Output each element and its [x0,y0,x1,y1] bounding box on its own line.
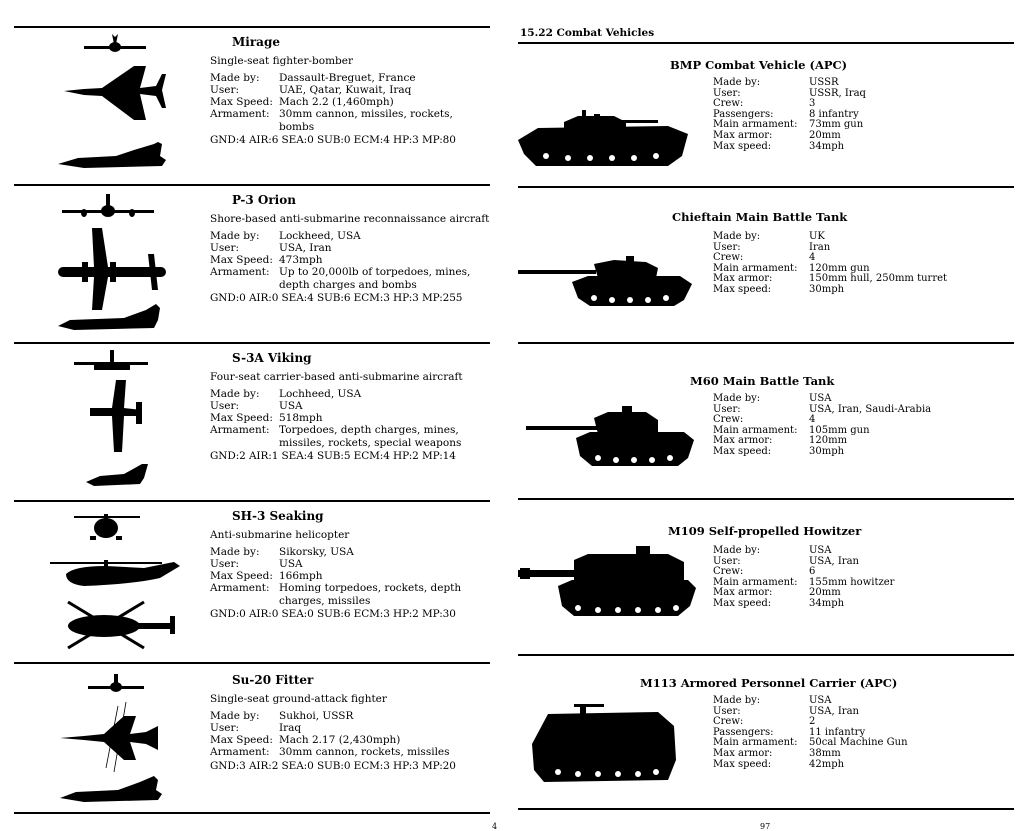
page-number-right: 97 [760,822,771,831]
label-made-by: Made by: [210,229,260,242]
max-speed-value: 34mph [809,597,845,609]
section-title: 15.22 Combat Vehicles [520,27,655,39]
label-main-armament: Main armament: [713,262,798,274]
vehicle-entry-m60 [518,372,1014,498]
armament-line-2: charges, missiles [279,594,371,607]
vehicle-specs [713,78,866,152]
max-armor-value: 20mm [809,587,841,599]
label-max-speed: Max speed: [713,283,772,295]
aircraft-description: Anti-submarine helicopter [210,529,350,542]
label-main-armament: Main armament: [713,424,798,436]
label-max-armor: Max armor: [713,129,773,141]
max-speed-value: 30mph [809,283,845,295]
label-armament: Armament: [210,266,270,279]
label-max-speed: Max Speed: [210,254,273,267]
max-speed-value: 473mph [279,254,323,267]
armament-value [279,424,495,449]
armament-value [279,266,495,291]
aircraft-stats: GND:3 AIR:2 SEA:0 SUB:0 ECM:3 HP:3 MP:20 [210,759,456,772]
armament-line-1: 30mm cannon, missiles, rockets, [279,108,453,121]
p3-orion-silhouette-icon [54,192,194,337]
divider-rule [518,186,1014,188]
vehicle-specs [713,232,947,296]
aircraft-stats: GND:2 AIR:1 SEA:4 SUB:5 ECM:4 HP:2 MP:14 [210,450,456,463]
max-speed-value: 30mph [809,445,845,457]
label-made-by: Made by: [713,231,761,242]
label-crew: Crew: [713,252,744,264]
made-by-value: Lochheed, USA [279,387,362,400]
vehicle-name: Chieftain Main Battle Tank [672,210,848,224]
crew-value: 4 [809,414,816,426]
aircraft-info [210,350,495,462]
label-user: User: [210,399,240,412]
max-speed-value: 42mph [809,758,845,770]
label-max-speed: Max Speed: [210,412,273,425]
label-max-speed: Max speed: [713,758,772,770]
user-value: USA, Iran [279,241,332,254]
main-armament-value: 155mm howitzer [809,576,895,588]
aircraft-info [210,34,495,146]
divider-rule [14,342,490,344]
label-max-armor: Max armor: [713,587,773,599]
user-value: Iraq [279,721,302,734]
m60-silhouette-icon [518,406,698,476]
label-made-by: Made by: [713,393,761,404]
vehicle-specs [713,696,908,770]
label-made-by: Made by: [210,387,260,400]
vehicle-entry-bmp [518,56,1014,186]
label-main-armament: Main armament: [713,576,798,588]
aircraft-description: Single-seat fighter-bomber [210,55,354,68]
s3a-viking-silhouette-icon [54,350,194,495]
aircraft-entry-su20-fitter [14,672,490,812]
armament-line-1: Homing torpedoes, rockets, depth [279,582,462,595]
aircraft-entry-p3-orion [14,192,490,342]
aircraft-info [210,672,495,772]
label-crew: Crew: [713,716,744,728]
label-made-by: Made by: [713,77,761,88]
user-value: Iran [809,241,831,253]
armament-value [279,108,495,133]
label-max-speed: Max Speed: [210,96,273,109]
aircraft-name: Su-20 Fitter [232,673,314,687]
max-speed-value: 518mph [279,412,323,425]
made-by-value: USA [809,695,832,706]
label-made-by: Made by: [210,709,260,722]
label-made-by: Made by: [210,545,260,558]
label-passengers: Passengers: [713,108,774,120]
aircraft-stats: GND:0 AIR:0 SEA:4 SUB:6 ECM:3 HP:3 MP:255 [210,292,463,305]
label-user: User: [713,87,741,99]
label-user: User: [210,241,240,254]
made-by-value: Sukhoi, USSR [279,709,354,722]
section-title-rule [518,42,1014,44]
vehicle-name: M113 Armored Personnel Carrier (APC) [640,676,898,690]
label-armament: Armament: [210,582,270,595]
chieftain-silhouette-icon [518,256,698,316]
aircraft-name: S-3A Viking [232,351,312,365]
made-by-value: USA [809,393,832,404]
divider-rule [14,662,490,664]
label-armament: Armament: [210,108,270,121]
main-armament-value: 50cal Machine Gun [809,737,908,749]
label-max-armor: Max armor: [713,747,773,759]
label-max-armor: Max armor: [713,273,773,285]
label-user: User: [713,555,741,567]
max-armor-value: 120mm [809,435,848,447]
label-made-by: Made by: [713,695,761,706]
vehicle-specs [713,394,931,458]
max-armor-value: 38mm [809,747,841,759]
aircraft-name: P-3 Orion [232,193,296,207]
vehicle-specs [713,546,894,610]
max-armor-value: 20mm [809,129,841,141]
label-user: User: [713,241,741,253]
user-value: USSR, Iraq [809,87,866,99]
main-armament-value: 120mm gun [809,262,870,274]
m109-silhouette-icon [518,546,698,624]
made-by-value: Dassault-Breguet, France [279,71,416,84]
vehicle-name: BMP Combat Vehicle (APC) [670,58,848,72]
armament-line-2: missiles, rockets, special weapons [279,436,462,449]
label-main-armament: Main armament: [713,119,798,131]
label-crew: Crew: [713,414,744,426]
main-armament-value: 105mm gun [809,424,870,436]
divider-rule [14,184,490,186]
label-user: User: [210,83,240,96]
label-crew: Crew: [713,566,744,578]
made-by-value: USSR [809,77,839,88]
passengers-value: 8 infantry [809,108,859,120]
aircraft-stats: GND:0 AIR:0 SEA:0 SUB:6 ECM:3 HP:2 MP:30 [210,608,456,621]
max-speed-value: 166mph [279,570,323,583]
su20-fitter-silhouette-icon [54,672,194,807]
divider-rule [518,342,1014,344]
aircraft-name: Mirage [232,35,280,49]
label-max-speed: Max speed: [713,597,772,609]
armament-value: 30mm cannon, rockets, missiles [279,746,450,759]
label-max-speed: Max Speed: [210,734,273,747]
label-max-speed: Max speed: [713,140,772,152]
made-by-value: Lockheed, USA [279,229,361,242]
label-main-armament: Main armament: [713,737,798,749]
vehicle-entry-m113 [518,674,1014,804]
vehicle-name: M109 Self-propelled Howitzer [668,524,862,538]
max-speed-value: Mach 2.17 (2,430mph) [279,734,401,747]
label-passengers: Passengers: [713,726,774,738]
crew-value: 3 [809,98,816,110]
user-value: USA, Iran, Saudi-Arabia [809,403,932,415]
made-by-value: Sikorsky, USA [279,545,354,558]
label-made-by: Made by: [210,71,260,84]
aircraft-info [210,508,495,620]
crew-value: 2 [809,716,816,728]
label-user: User: [210,557,240,570]
divider-rule [518,498,1014,500]
armament-line-1: Up to 20,000lb of torpedoes, mines, [279,266,471,279]
armament-line-2: depth charges and bombs [279,278,417,291]
crew-value: 6 [809,566,816,578]
label-made-by: Made by: [713,545,761,556]
label-armament: Armament: [210,424,270,437]
bottom-rule-right [518,808,1014,810]
label-max-speed: Max speed: [713,445,772,457]
sh3-seaking-silhouette-icon [44,508,184,658]
label-crew: Crew: [713,98,744,110]
user-value: UAE, Qatar, Kuwait, Iraq [279,83,412,96]
m113-silhouette-icon [518,700,698,794]
top-rule-left [14,26,490,28]
made-by-value: USA [809,545,832,556]
armament-value [279,582,495,607]
label-user: User: [713,705,741,717]
aircraft-description: Shore-based anti-submarine reconnaissance aircraft [210,213,490,226]
divider-rule [14,500,490,502]
label-armament: Armament: [210,746,270,759]
aircraft-info [210,192,495,304]
armament-line-1: Torpedoes, depth charges, mines, [279,424,459,437]
label-user: User: [210,721,240,734]
divider-rule [518,654,1014,656]
aircraft-entry-mirage [14,34,490,184]
made-by-value: UK [809,231,825,242]
bmp-silhouette-icon [518,104,698,178]
user-value: USA [279,557,303,570]
label-user: User: [713,403,741,415]
aircraft-stats: GND:4 AIR:6 SEA:0 SUB:0 ECM:4 HP:3 MP:80 [210,134,456,147]
page-number-left: 4 [492,822,498,831]
main-armament-value: 73mm gun [809,119,864,131]
max-armor-value: 150mm hull, 250mm turret [809,273,948,285]
armament-line-2: bombs [279,120,315,133]
aircraft-name: SH-3 Seaking [232,509,324,523]
vehicle-entry-chieftain [518,208,1014,338]
user-value: USA, Iran [809,555,859,567]
bottom-rule-left [14,812,490,814]
aircraft-description: Four-seat carrier-based anti-submarine aircraft [210,371,463,384]
user-value: USA, Iran [809,705,859,717]
max-speed-value: 34mph [809,140,845,152]
label-max-armor: Max armor: [713,435,773,447]
aircraft-entry-sh3-seaking [14,508,490,658]
vehicle-name: M60 Main Battle Tank [690,374,835,388]
aircraft-entry-s3a-viking [14,350,490,500]
aircraft-description: Single-seat ground-attack fighter [210,693,387,706]
max-speed-value: Mach 2.2 (1,460mph) [279,96,394,109]
user-value: USA [279,399,303,412]
label-max-speed: Max Speed: [210,570,273,583]
passengers-value: 11 infantry [809,726,866,738]
crew-value: 4 [809,252,816,264]
mirage-silhouette-icon [54,34,194,174]
vehicle-entry-m109 [518,522,1014,652]
